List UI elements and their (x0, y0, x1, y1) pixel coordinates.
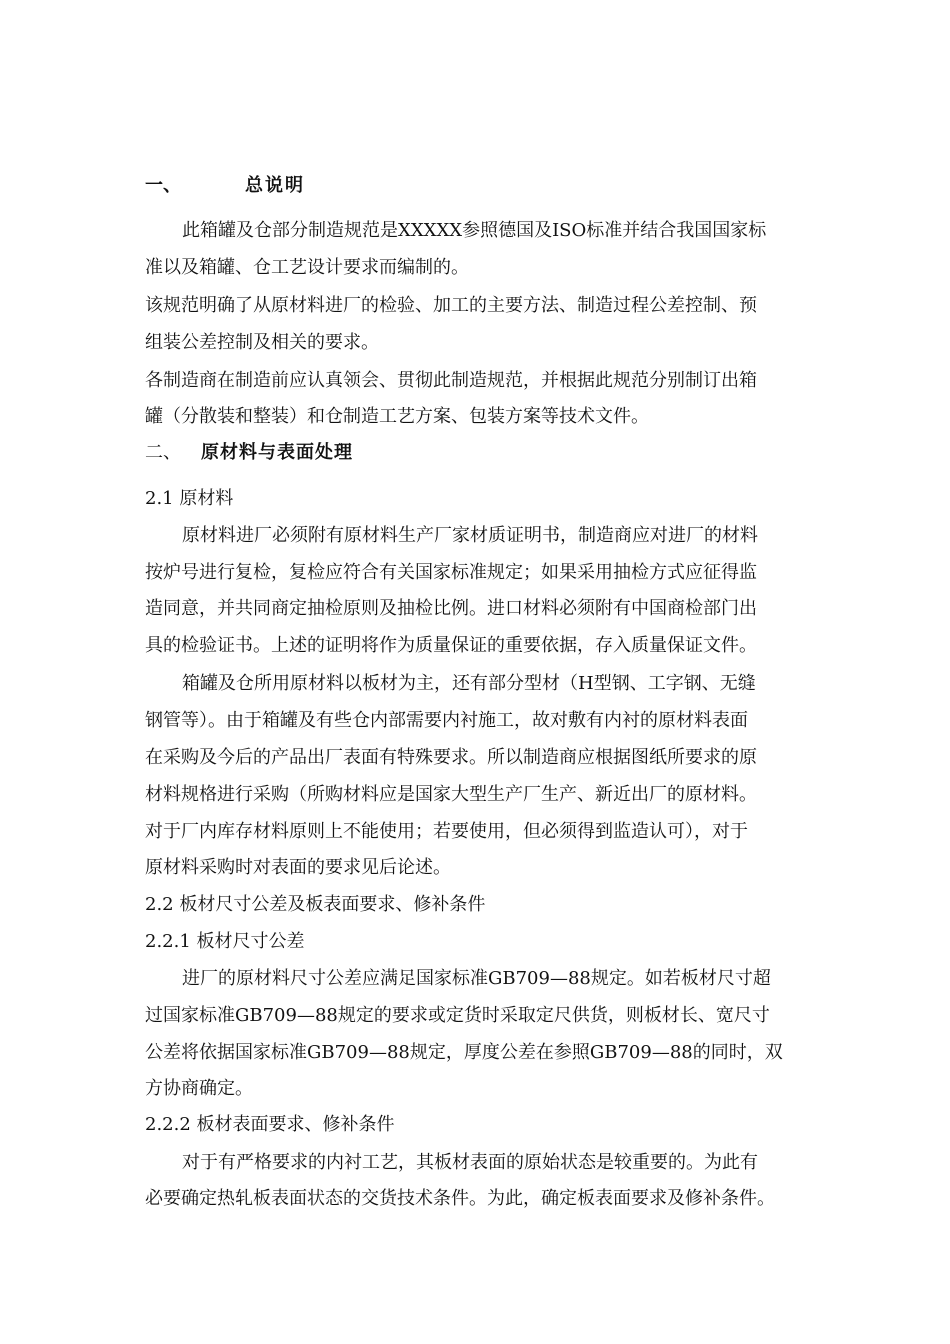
subsection-heading-2-2: 2.2 板材尺寸公差及板表面要求、修补条件 (145, 894, 486, 915)
paragraph-line: 组装公差控制及相关的要求。 (145, 332, 379, 353)
paragraph-line: 过国家标准GB709—88规定的要求或定货时采取定尺供货，则板材长、宽尺寸 (145, 1005, 770, 1026)
subsection-heading-2-2-1: 2.2.1 板材尺寸公差 (145, 931, 305, 952)
paragraph-line: 材料规格进行采购（所购材料应是国家大型生产厂生产、新近出厂的原材料。 (145, 784, 757, 805)
paragraph-line: 进厂的原材料尺寸公差应满足国家标准GB709—88规定。如若板材尺寸超 (182, 968, 771, 989)
paragraph-line: 在采购及今后的产品出厂表面有特殊要求。所以制造商应根据图纸所要求的原 (145, 747, 757, 768)
paragraph-line: 原材料进厂必须附有原材料生产厂家材质证明书，制造商应对进厂的材料 (182, 525, 758, 546)
paragraph-line: 造同意，并共同商定抽检原则及抽检比例。进口材料必须附有中国商检部门出 (145, 598, 757, 619)
subsection-heading-2-2-2: 2.2.2 板材表面要求、修补条件 (145, 1114, 395, 1135)
paragraph-line: 箱罐及仓所用原材料以板材为主，还有部分型材（H型钢、工字钢、无缝 (182, 673, 756, 694)
paragraph-line: 公差将依据国家标准GB709—88规定，厚度公差在参照GB709—88的同时，双 (145, 1042, 783, 1063)
paragraph-line: 罐（分散装和整装）和仓制造工艺方案、包装方案等技术文件。 (145, 406, 649, 427)
paragraph-line: 方协商确定。 (145, 1078, 253, 1099)
section-2-title: 原材料与表面处理 (201, 442, 353, 463)
paragraph-line: 此箱罐及仓部分制造规范是XXXXX参照德国及ISO标准并结合我国国家标 (182, 220, 767, 241)
section-2-number: 二、 (145, 442, 181, 463)
paragraph-line: 具的检验证书。上述的证明将作为质量保证的重要依据，存入质量保证文件。 (145, 635, 757, 656)
paragraph-line: 各制造商在制造前应认真领会、贯彻此制造规范，并根据此规范分别制订出箱 (145, 370, 757, 391)
paragraph-line: 对于厂内库存材料原则上不能使用；若要使用，但必须得到监造认可），对于 (145, 821, 748, 842)
paragraph-line: 该规范明确了从原材料进厂的检验、加工的主要方法、制造过程公差控制、预 (145, 295, 757, 316)
paragraph-line: 准以及箱罐、仓工艺设计要求而编制的。 (145, 257, 469, 278)
subsection-heading-2-1: 2.1 原材料 (145, 488, 234, 509)
section-1-number: 一、 (145, 175, 181, 196)
paragraph-line: 对于有严格要求的内衬工艺，其板材表面的原始状态是较重要的。为此有 (182, 1152, 758, 1173)
paragraph-line: 钢管等）。由于箱罐及有些仓内部需要内衬施工，故对敷有内衬的原材料表面 (145, 710, 748, 731)
paragraph-line: 必要确定热轧板表面状态的交货技术条件。为此，确定板表面要求及修补条件。 (145, 1188, 775, 1209)
section-1-title: 总说明 (245, 175, 305, 196)
paragraph-line: 按炉号进行复检，复检应符合有关国家标准规定；如果采用抽检方式应征得监 (145, 562, 757, 583)
paragraph-line: 原材料采购时对表面的要求见后论述。 (145, 857, 451, 878)
